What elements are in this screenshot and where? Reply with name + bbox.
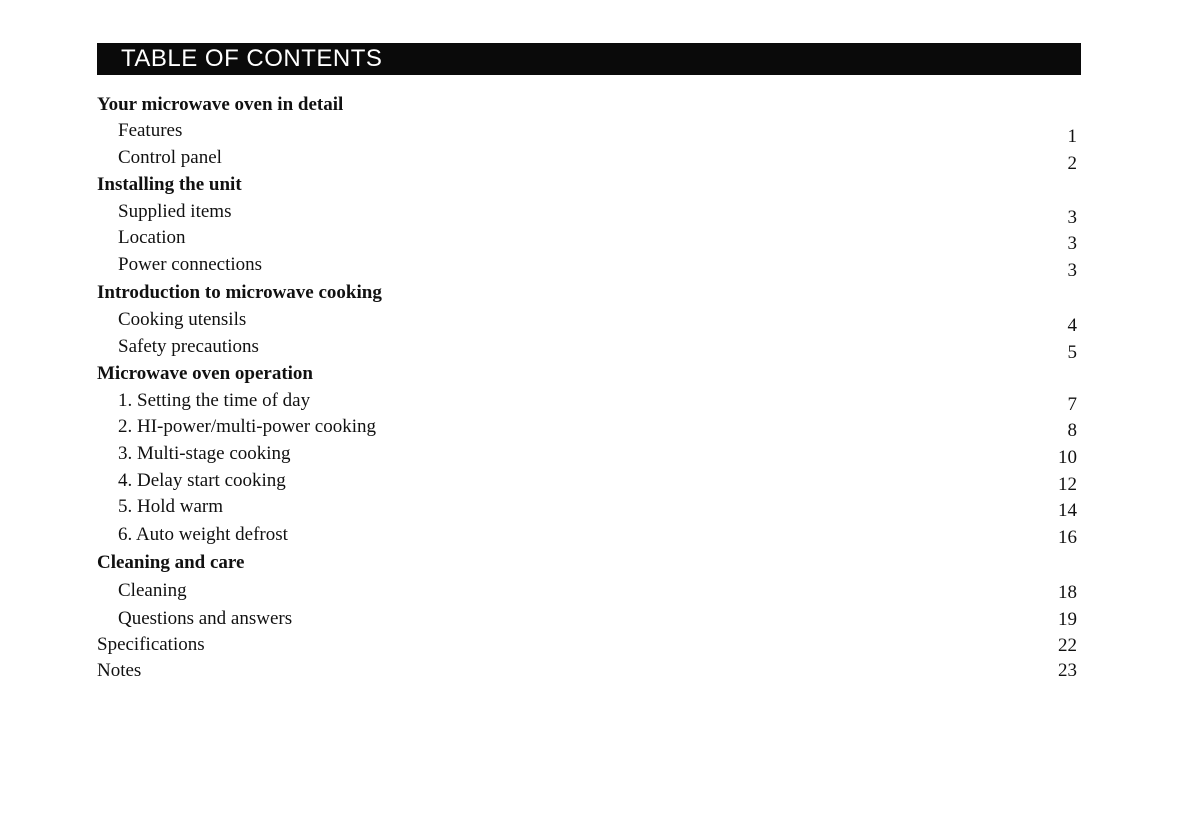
toc-entry-page: 3 — [1067, 260, 1077, 281]
toc-entry-label: 1. Setting the time of day — [118, 390, 311, 411]
toc-entry-label: Power connections — [118, 254, 263, 275]
toc-entry-page: 18 — [1058, 582, 1077, 603]
page-title: TABLE OF CONTENTS — [121, 45, 383, 72]
toc-entry-page: 4 — [1067, 315, 1077, 336]
toc-entry-label: Microwave oven operation — [97, 363, 313, 384]
toc-entry-page: 16 — [1058, 527, 1077, 548]
toc-entry-label: Questions and answers — [118, 608, 293, 629]
toc-entry-label: 2. HI-power/multi-power cooking — [118, 416, 377, 437]
toc-entry-label: 4. Delay start cooking — [118, 470, 286, 491]
toc-entry-label: Features — [118, 120, 183, 141]
toc-entry-label: Safety precautions — [118, 336, 259, 357]
toc-entry-page: 3 — [1067, 233, 1077, 254]
toc-entry-page: 5 — [1067, 342, 1077, 363]
toc-entry-label: Supplied items — [118, 201, 232, 222]
toc-entry-label: Location — [118, 227, 186, 248]
toc-entry-page: 14 — [1058, 500, 1077, 521]
toc-entry-page: 2 — [1067, 153, 1077, 174]
toc-entry-label: 5. Hold warm — [118, 496, 224, 517]
toc-entry-label: Installing the unit — [97, 174, 242, 195]
toc-entry-label: Cleaning — [118, 580, 187, 601]
toc-entry-page: 8 — [1067, 420, 1077, 441]
toc-entry-label: Notes — [97, 660, 142, 681]
title-bar — [97, 43, 1081, 75]
toc-entry-page: 7 — [1067, 394, 1077, 415]
toc-entry-label: Specifications — [97, 634, 205, 655]
toc-entry-label: Your microwave oven in detail — [97, 94, 344, 115]
toc-entry-label: 3. Multi-stage cooking — [118, 443, 291, 464]
toc-entry-page: 19 — [1058, 609, 1077, 630]
toc-entry-page: 3 — [1067, 207, 1077, 228]
toc-entry-label: Cleaning and care — [97, 552, 245, 573]
toc-entry-label: 6. Auto weight defrost — [118, 524, 288, 545]
toc-entry-page: 22 — [1058, 635, 1077, 656]
toc-entry-page: 12 — [1058, 474, 1077, 495]
toc-entry-page: 23 — [1058, 660, 1077, 681]
toc-entry-label: Cooking utensils — [118, 309, 247, 330]
toc-entry-label: Control panel — [118, 147, 222, 168]
toc-entry-page: 10 — [1058, 447, 1077, 468]
toc-entry-label: Introduction to microwave cooking — [97, 282, 382, 303]
toc-entry-page: 1 — [1067, 126, 1077, 147]
